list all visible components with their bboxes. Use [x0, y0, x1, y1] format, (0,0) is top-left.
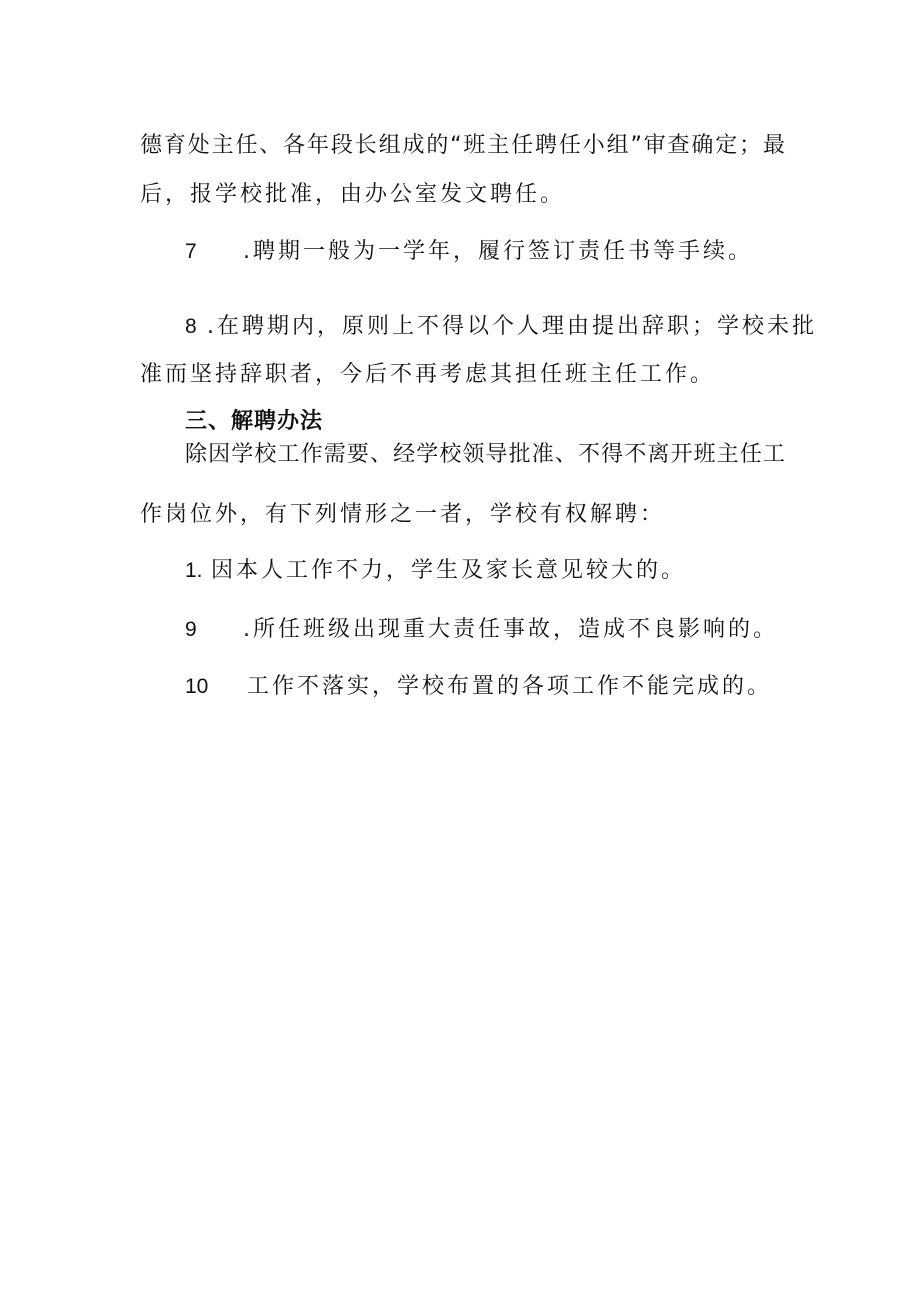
paragraph-line: 准而坚持辞职者，今后不再考虑其担任班主任工作。 [140, 362, 716, 387]
item-number: 1. [185, 559, 203, 582]
section-heading: 三、解聘办法 [185, 409, 324, 434]
list-item [185, 672, 772, 702]
list-item [185, 556, 686, 586]
item-text: .所任班级出现重大责任事故，造成不良影响的。 [243, 617, 778, 642]
list-item-7 [185, 237, 753, 267]
item-number: 8 [185, 315, 197, 338]
item-text: 工作不落实，学校布置的各项工作不能完成的。 [247, 674, 773, 699]
item-text: .聘期一般为一学年，履行签订责任书等手续。 [243, 239, 753, 264]
item-number: 9 [185, 618, 197, 641]
item-text: 因本人工作不力，学生及家长意见较大的。 [211, 558, 687, 583]
list-item-8 [185, 312, 817, 342]
list-item [185, 615, 778, 645]
item-number: 10 [185, 675, 209, 698]
paragraph-line: 作岗位外，有下列情形之一者，学校有权解聘： [140, 502, 666, 527]
paragraph-line: 除因学校工作需要、经学校领导批准、不得不离开班主任工 [185, 442, 785, 467]
item-number: 7 [185, 240, 197, 263]
paragraph-line: 后，报学校批准，由办公室发文聘任。 [140, 182, 566, 207]
item-text: .在聘期内，原则上不得以个人理由提出辞职；学校未批 [207, 314, 817, 339]
paragraph-line: 德育处主任、各年段长组成的“班主任聘任小组”审查确定；最 [140, 133, 785, 158]
